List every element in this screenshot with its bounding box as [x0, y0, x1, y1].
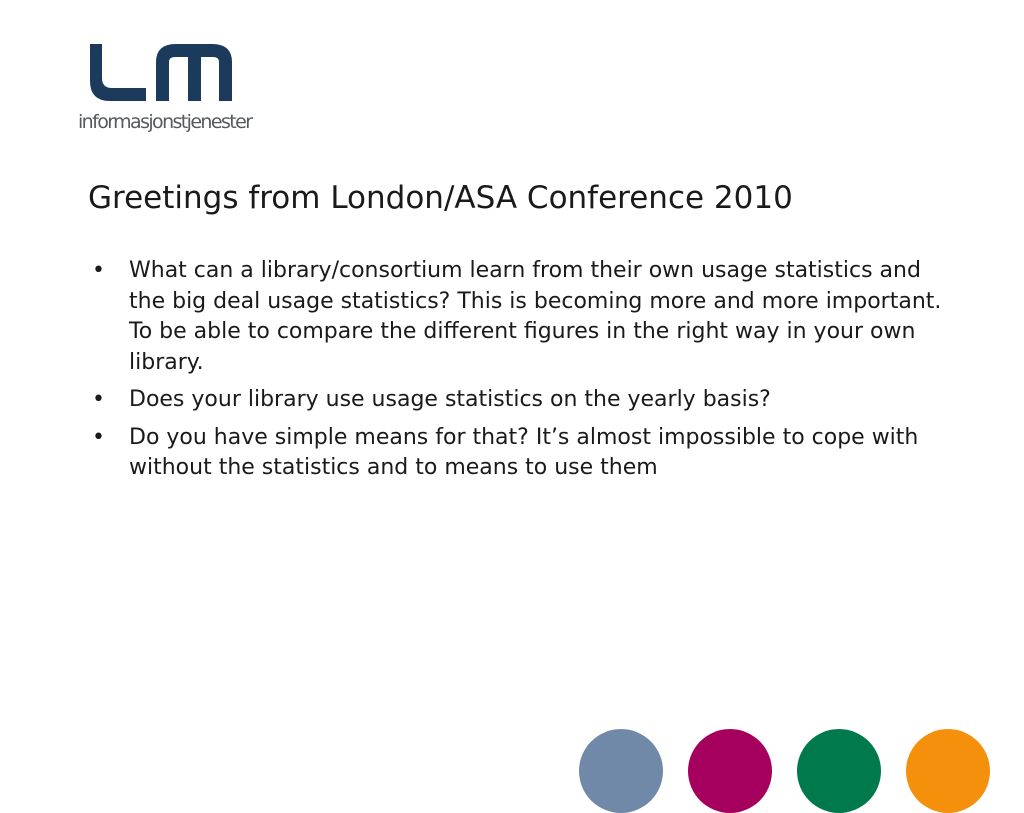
- bullet-text: Does your library use usage statistics on the yearly basis?: [129, 387, 771, 412]
- bullet-item: [88, 423, 958, 484]
- logo-tagline: informasjonstjenester: [78, 111, 252, 133]
- decorative-circle-blue: [579, 729, 663, 813]
- bullet-item: [88, 385, 958, 416]
- slide-title: Greetings from London/ASA Conference 2010: [88, 180, 793, 216]
- bullet-text: What can a library/consortium learn from their own usage statistics and the big deal usage statistics? This is becoming more and more important. To be able to compare the different figures in the right way in your own library.: [129, 258, 942, 375]
- company-logo: [76, 38, 256, 138]
- bullet-marker: •: [92, 258, 105, 283]
- decorative-circle-magenta: [688, 729, 772, 813]
- lm-logo-mark: [76, 38, 236, 108]
- decorative-circle-green: [797, 729, 881, 813]
- decorative-circle-orange: [906, 729, 990, 813]
- bullet-list: [88, 256, 958, 491]
- bullet-text: Do you have simple means for that? It’s almost impossible to cope with without the statistics and to means to use them: [129, 424, 919, 480]
- bullet-item: [88, 256, 958, 378]
- bullet-marker: •: [92, 387, 105, 412]
- bullet-marker: •: [92, 424, 105, 450]
